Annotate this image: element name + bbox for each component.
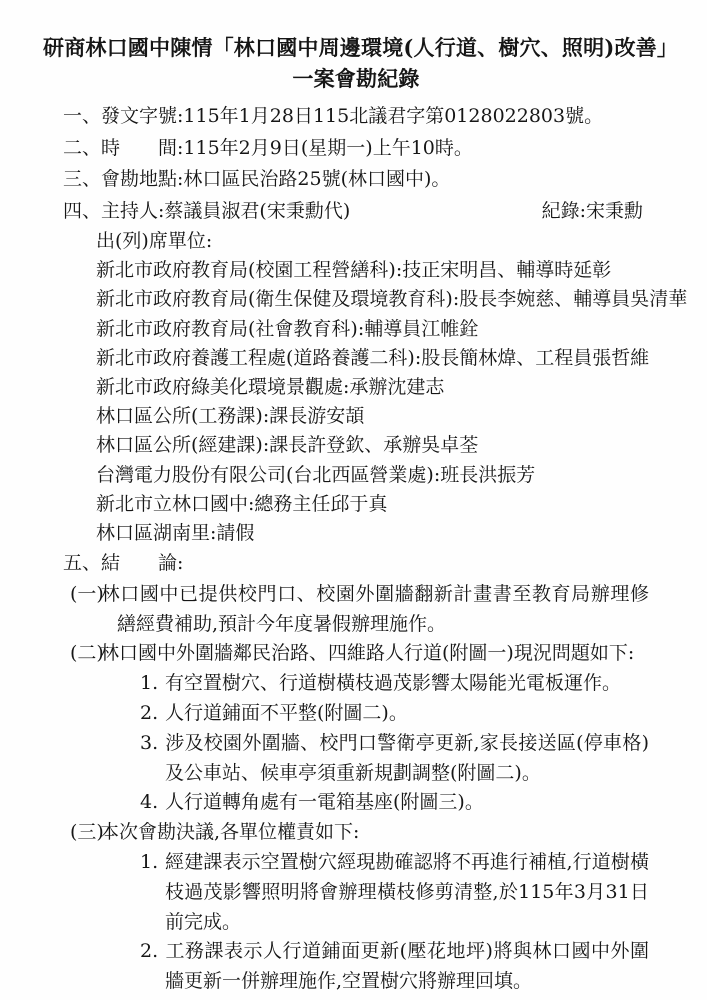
attendee-line: 新北市政府綠美化環境景觀處:承辦沈建志 bbox=[96, 376, 445, 399]
point-3-subitem-2-marker: 2. bbox=[140, 940, 159, 963]
conclusion-ordinal: 五、 bbox=[63, 552, 102, 575]
point-2-subitem-2 bbox=[63, 699, 649, 729]
point-2-subitem-3 bbox=[63, 729, 649, 789]
point-2-subitem-1 bbox=[63, 669, 649, 699]
conclusion-point-2-marker: (二) bbox=[70, 642, 104, 665]
title-line-2: 一案會勘紀錄 bbox=[292, 66, 420, 91]
field-location-ordinal: 三、 bbox=[63, 168, 102, 190]
point-2-subitem-4-text: 人行道轉角處有一電箱基座(附圖三)。 bbox=[165, 791, 484, 814]
attendees-heading: 出(列)席單位: bbox=[96, 230, 213, 252]
attendee-line: 林口區公所(工務課):課長游安頡 bbox=[96, 405, 365, 428]
point-2-subitem-1-marker: 1. bbox=[140, 672, 159, 695]
field-time-label: 時 間: bbox=[101, 136, 184, 159]
point-2-subitem-3-text: 涉及校園外圍牆、校門口警衛亭更新,家長接送區(停車格)及公車站、候車亭須重新規劃調整(附圖二)。 bbox=[165, 731, 649, 784]
point-3-subitem-1-text: 經建課表示空置樹穴經現勘確認將不再進行補植,行道樹橫枝過茂影響照明將會辦理橫枝修剪清整,於115年3月31日前完成。 bbox=[165, 850, 649, 933]
conclusion-point-1-marker: (一) bbox=[70, 582, 104, 605]
point-3-subitem-2 bbox=[63, 937, 649, 997]
conclusion-point-1 bbox=[63, 580, 649, 640]
attendee-line: 新北市立林口國中:總務主任邱于真 bbox=[96, 492, 388, 515]
conclusion-point-3 bbox=[63, 818, 649, 848]
field-chairperson-value: 蔡議員淑君(宋秉勳代) bbox=[164, 199, 351, 222]
attendee-line: 新北市政府教育局(衛生保健及環境教育科):股長李婉慈、輔導員吳清華 bbox=[96, 288, 688, 311]
field-location-value: 林口區民治路25號(林口國中)。 bbox=[183, 168, 451, 190]
point-3-subitem-1-marker: 1. bbox=[140, 850, 159, 873]
field-chairperson bbox=[63, 196, 649, 228]
title-line-1: 研商林口國中陳情「林口國中周邊環境(人行道、樹穴、照明)改善」 bbox=[43, 35, 679, 60]
point-2-subitem-4 bbox=[63, 788, 649, 818]
attendee-line: 新北市政府教育局(校園工程營繕科):技正宋明昌、輔導時延彰 bbox=[96, 259, 612, 282]
attendee-line: 林口區公所(經建課):課長許登欽、承辦吳卓荃 bbox=[96, 434, 479, 457]
field-doc-number bbox=[63, 101, 649, 133]
point-2-subitem-2-marker: 2. bbox=[140, 701, 159, 724]
recorder-note: 紀錄:宋秉勳 bbox=[541, 199, 643, 222]
conclusion-point-3-text: 本次會勘決議,各單位權責如下: bbox=[100, 821, 360, 844]
field-chairperson-label: 主持人: bbox=[101, 199, 165, 222]
conclusion-points bbox=[63, 580, 649, 997]
point-2-subitem-3-marker: 3. bbox=[140, 731, 159, 754]
attendee-line: 台灣電力股份有限公司(台北西區營業處):班長洪振芳 bbox=[96, 463, 536, 486]
attendee-line: 林口區湖南里:請假 bbox=[96, 522, 255, 545]
conclusion-label: 結 論: bbox=[101, 552, 184, 575]
field-chairperson-ordinal: 四、 bbox=[63, 199, 102, 222]
point-3-subitem-1 bbox=[63, 848, 649, 937]
point-3-subitem-2-text: 工務課表示人行道鋪面更新(壓花地坪)將與林口國中外圍牆更新一併辦理施作,空置樹穴將辦理回填。 bbox=[165, 940, 649, 993]
field-time-ordinal: 二、 bbox=[63, 136, 102, 159]
conclusion-point-3-marker: (三) bbox=[70, 821, 104, 844]
field-time bbox=[63, 133, 649, 165]
conclusion-point-2 bbox=[63, 639, 649, 669]
attendee-line: 新北市政府養護工程處(道路養護二科):股長簡林煒、工程員張哲維 bbox=[96, 346, 650, 369]
field-time-value: 115年2月9日(星期一)上午10時。 bbox=[183, 136, 473, 159]
field-doc-number-label: 發文字號: bbox=[101, 105, 184, 127]
conclusion-heading bbox=[63, 548, 649, 580]
conclusion-point-2-text: 林口國中外圍牆鄰民治路、四維路人行道(附圖一)現況問題如下: bbox=[100, 642, 635, 665]
field-doc-number-ordinal: 一、 bbox=[63, 105, 102, 127]
point-2-subitem-2-text: 人行道鋪面不平整(附圖二)。 bbox=[165, 701, 408, 724]
document-title bbox=[43, 32, 679, 94]
point-2-subitem-4-marker: 4. bbox=[140, 791, 159, 814]
field-location bbox=[63, 164, 649, 196]
field-location-label: 會勘地點: bbox=[101, 168, 184, 190]
point-2-subitem-1-text: 有空置樹穴、行道樹橫枝過茂影響太陽能光電板運作。 bbox=[165, 672, 622, 695]
field-doc-number-value: 115年1月28日115北議君字第0128022803號。 bbox=[183, 105, 604, 127]
conclusion-point-1-text: 林口國中已提供校門口、校園外圍牆翻新計畫書至教育局辦理修繕經費補助,預計今年度暑假辦理施作。 bbox=[100, 582, 649, 635]
attendee-line: 新北市政府教育局(社會教育科):輔導員江帷銓 bbox=[96, 317, 479, 340]
attendees-section bbox=[96, 227, 688, 548]
